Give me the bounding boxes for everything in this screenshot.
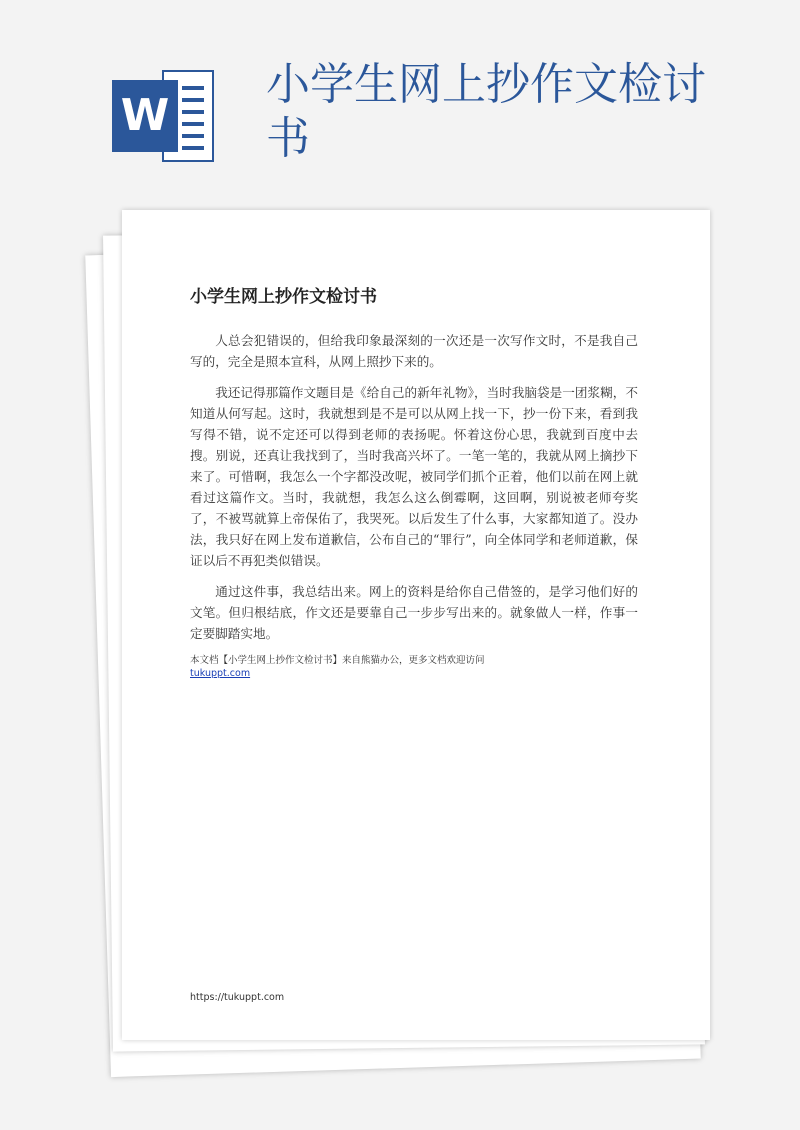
source-link[interactable]: tukuppt.com [190,668,251,679]
document-page [122,210,710,1040]
header-title: 小学生网上抄作文检讨书 [266,59,706,164]
footer-url: https://tukuppt.com [190,992,285,1003]
word-letter-badge: W [112,80,178,152]
paragraph: 通过这件事，我总结出来。网上的资料是给你自己借签的，是学习他们好的文笔。但归根结底，作文还是要靠自己一步步写出来的。就象做人一样，作事一定要脚踏实地。 [190,584,638,641]
word-icon [112,70,214,162]
paragraph: 我还记得那篇作文题目是《给自己的新年礼物》，当时我脑袋是一团浆糊，不知道从何写起。这时，我就想到是不是可以从网上找一下，抄一份下来，看到我写得不错，说不定还可以得到老师的表扬呢。怀着这份心思，我就到百度中去搜。别说，还真让我找到了，当时我高兴坏了。一笔一笔的，我就从网上摘抄下来了。可惜啊，我怎么一个字都没改呢，被同学们抓个正着，他们以前在网上就看过这篇作文。当时，我就想，我怎么这么倒霉啊，这回啊，别说被老师夸奖了，不被骂就算上帝保佑了，我哭死。以后发生了什么事，大家都知道了。没办法，我只好在网上发布道歉信，公布自己的“罪行”，向全体同学和老师道歉，保证以后不再犯类似错误。 [190,385,638,568]
paragraph: 人总会犯错误的，但给我印象最深刻的一次还是一次写作文时，不是我自己写的，完全是照本宣科，从网上照抄下来的。 [190,333,638,369]
source-note-text: 本文档【小学生网上抄作文检讨书】来自熊猫办公，更多文档欢迎访问 [190,655,485,666]
document-body [190,330,638,680]
document-title: 小学生网上抄作文检讨书 [190,287,377,307]
source-note [190,654,638,680]
